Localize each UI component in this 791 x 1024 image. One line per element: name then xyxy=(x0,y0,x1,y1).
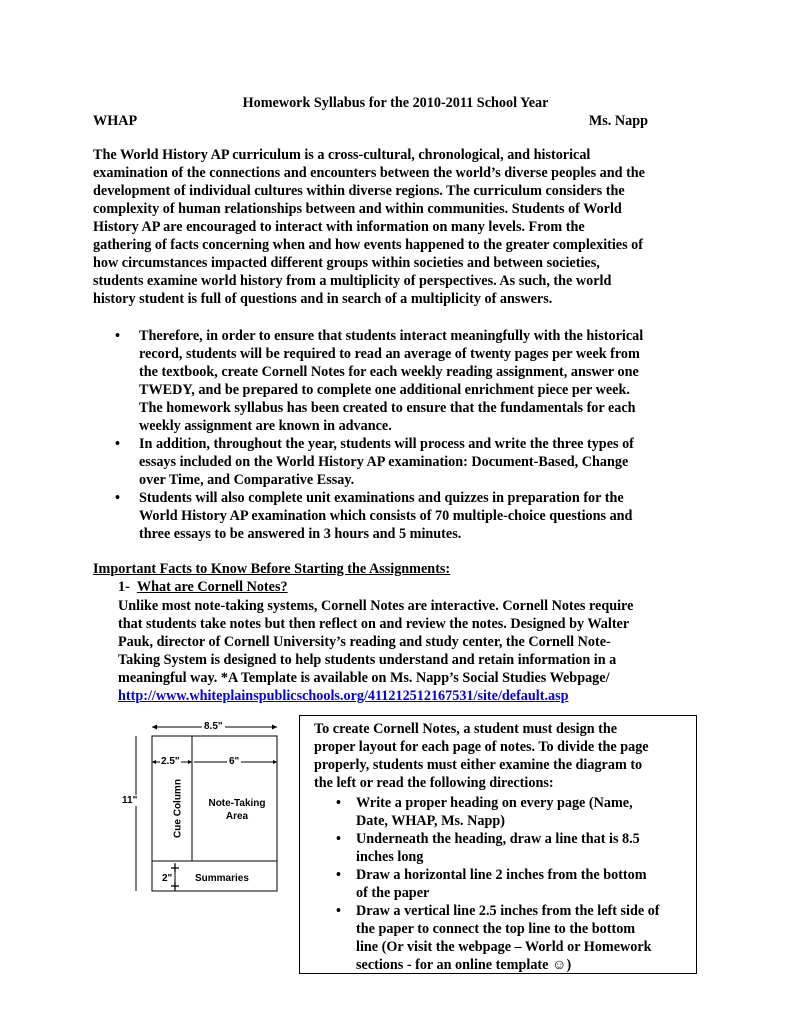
intro-line: development of individual cultures within diverse regions. The curriculum considers the xyxy=(93,183,625,199)
list-item-line: the paper to connect the top line to the bottom xyxy=(356,921,636,937)
note-taking-label: Note-Taking xyxy=(208,798,266,809)
list-item-line: Draw a vertical line 2.5 inches from the left side of xyxy=(356,903,660,919)
template-link[interactable]: http://www.whiteplainspublicschools.org/411212512167531/site/default.asp xyxy=(118,688,569,704)
course-name: WHAP xyxy=(93,113,138,129)
intro-line: The World History AP curriculum is a cross-cultural, chronological, and historical xyxy=(93,147,591,163)
bullet-icon: • xyxy=(336,903,341,919)
cornell-diagram xyxy=(122,715,282,895)
intro-line: history student is full of questions and in search of a multiplicity of answers. xyxy=(93,291,553,307)
paragraph-line: Taking System is designed to help students understand and retain information in a xyxy=(118,652,617,668)
intro-line: how circumstances impacted different groups within societies and between societies, xyxy=(93,255,600,271)
notes-width-label: 6" xyxy=(229,756,240,767)
list-item xyxy=(93,327,713,435)
question-heading xyxy=(118,579,288,596)
page-width-label: 8.5" xyxy=(204,721,223,732)
intro-paragraph xyxy=(93,146,705,308)
bullet-icon: • xyxy=(115,328,120,344)
question-title: What are Cornell Notes? xyxy=(136,579,288,595)
paragraph-line: Unlike most note-taking systems, Cornell Notes are interactive. Cornell Notes require xyxy=(118,598,634,614)
list-item-line: over Time, and Comparative Essay. xyxy=(139,472,355,488)
list-item-line: World History AP examination which consists of 70 multiple-choice questions and xyxy=(139,508,633,524)
list-item xyxy=(314,830,694,866)
directions-box xyxy=(299,715,697,974)
summary-height-label: 2" xyxy=(162,873,173,884)
list-item-line: three essays to be answered in 3 hours and 5 minutes. xyxy=(139,526,462,542)
list-item-line: Underneath the heading, draw a line that is 8.5 xyxy=(356,831,640,847)
list-item-line: of the paper xyxy=(356,885,430,901)
list-item xyxy=(314,866,694,902)
list-item-line: record, students will be required to read an average of twenty pages per week from xyxy=(139,346,640,362)
paragraph-line: meaningful way. *A Template is available on Ms. Napp’s Social Studies Webpage/ xyxy=(118,670,610,686)
list-item-line: line (Or visit the webpage – World or Homework xyxy=(356,939,652,955)
paragraph-line: that students take notes but then reflect on and review the notes. Designed by Walter xyxy=(118,616,630,632)
directions-list xyxy=(314,794,694,974)
intro-line: students examine world history from a multiplicity of perspectives. As such, the world xyxy=(93,273,612,289)
page-title: Homework Syllabus for the 2010-2011 School Year xyxy=(242,95,549,111)
cue-width-label: 2.5" xyxy=(161,756,180,767)
teacher-name: Ms. Napp xyxy=(588,113,648,129)
list-item-line: Draw a horizontal line 2 inches from the bottom xyxy=(356,867,647,883)
list-item-line: inches long xyxy=(356,849,424,865)
list-item-line: TWEDY, and be prepared to complete one additional enrichment piece per week. xyxy=(139,382,630,398)
question-number: 1- xyxy=(118,579,130,595)
list-item-line: the textbook, create Cornell Notes for each weekly reading assignment, answer one xyxy=(139,364,639,380)
list-item-line: In addition, throughout the year, students will process and write the three types of xyxy=(139,436,634,452)
directions-line: the left or read the following directions: xyxy=(314,775,554,791)
intro-line: History AP are encouraged to interact with information on many levels. From the xyxy=(93,219,585,235)
bullet-icon: • xyxy=(336,831,341,847)
note-taking-label: Area xyxy=(225,811,249,822)
bullet-icon: • xyxy=(336,795,341,811)
list-item-line: Date, WHAP, Ms. Napp) xyxy=(356,813,505,829)
list-item-line: Therefore, in order to ensure that students interact meaningfully with the historical xyxy=(139,328,644,344)
section-heading: Important Facts to Know Before Starting the Assignments: xyxy=(93,561,451,577)
intro-line: complexity of human relationships between and within communities. Students of World xyxy=(93,201,622,217)
intro-line: examination of the connections and encounters between the world’s diverse peoples and the xyxy=(93,165,645,181)
list-item-line: The homework syllabus has been created to ensure that the fundamentals for each xyxy=(139,400,636,416)
list-item-line: sections - for an online template ☺) xyxy=(356,957,572,973)
bullet-icon: • xyxy=(336,867,341,883)
list-item-line: Write a proper heading on every page (Name, xyxy=(356,795,633,811)
paragraph-line: Pauk, director of Cornell University’s reading and study center, the Cornell Note- xyxy=(118,634,611,650)
list-item xyxy=(314,794,694,830)
list-item xyxy=(314,902,694,974)
directions-intro xyxy=(314,720,694,792)
cornell-paragraph xyxy=(118,597,718,705)
list-item xyxy=(93,489,713,543)
list-item-line: weekly assignment are known in advance. xyxy=(139,418,392,434)
intro-line: gathering of facts concerning when and how events happened to the greater complexities of xyxy=(93,237,643,253)
directions-line: properly, students must either examine the diagram to xyxy=(314,757,643,773)
list-item xyxy=(93,435,713,489)
bullet-icon: • xyxy=(115,490,120,506)
page-height-label: 11" xyxy=(122,795,138,806)
directions-line: To create Cornell Notes, a student must design the xyxy=(314,721,618,737)
bullet-icon: • xyxy=(115,436,120,452)
list-item-line: Students will also complete unit examinations and quizzes in preparation for the xyxy=(139,490,624,506)
summaries-label: Summaries xyxy=(195,873,249,884)
requirements-list xyxy=(93,327,713,543)
list-item-line: essays included on the World History AP examination: Document-Based, Change xyxy=(139,454,629,470)
directions-line: proper layout for each page of notes. To divide the page xyxy=(314,739,649,755)
cue-column-label: Cue Column xyxy=(172,779,184,838)
